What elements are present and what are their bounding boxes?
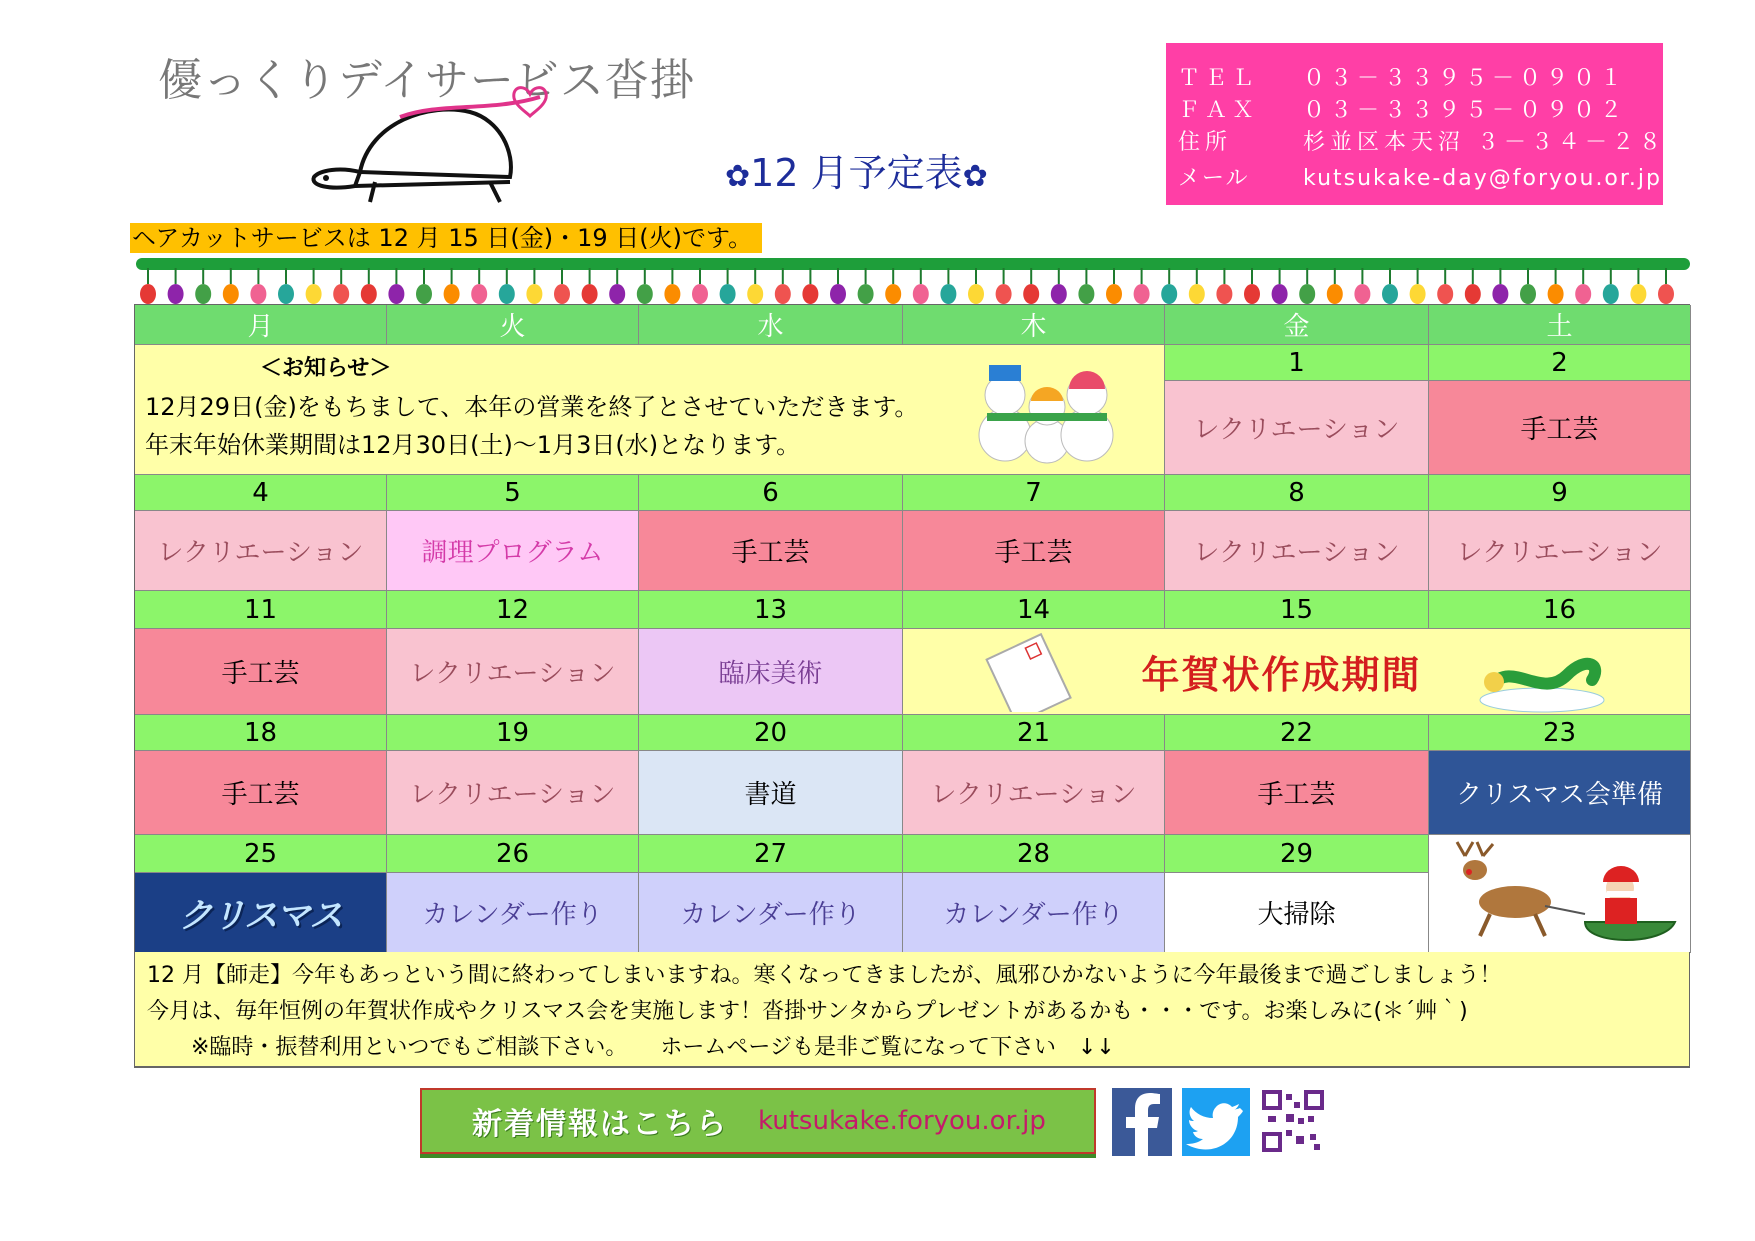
- footnote-line-3: ※臨時・振替利用といつでもご相談下さい。 ホームページも是非ご覧になって下さい ↓↓: [191, 1035, 1115, 1060]
- garland-bulb: [306, 284, 322, 304]
- garland-bulb: [140, 284, 156, 304]
- facebook-icon[interactable]: [1112, 1088, 1172, 1156]
- garland-bulb: [388, 284, 404, 304]
- facility-name: 優っくりデイサービス沓掛: [158, 55, 695, 106]
- garland-bulb: [637, 284, 653, 304]
- title-text: 12 月予定表: [750, 151, 963, 195]
- garland-bulb: [250, 284, 266, 304]
- christmas-logo-text: クリスマス: [178, 896, 343, 936]
- event-11: 手工芸: [135, 629, 387, 715]
- garland-bulb: [499, 284, 515, 304]
- day-19: 19: [387, 715, 639, 751]
- garland-bulb: [1410, 284, 1426, 304]
- nengajo-period-text: 年賀状作成期間: [1141, 653, 1422, 697]
- garland-bulb: [1520, 284, 1536, 304]
- santa-sleigh-cell: [1429, 835, 1691, 953]
- day-9: 9: [1429, 475, 1691, 511]
- garland-bulb: [996, 284, 1012, 304]
- event-4: レクリエーション: [135, 511, 387, 591]
- event-27: カレンダー作り: [639, 873, 903, 953]
- dragon-icon: [1472, 630, 1612, 714]
- turtle-logo-icon: [300, 82, 560, 212]
- footnote-line-2: 今月は、毎年恒例の年賀状作成やクリスマス会を実施します！沓掛サンタからプレゼントがあるかも・・・です。お楽しみに(＊´艸｀): [147, 999, 1468, 1024]
- nengajo-banner: [903, 629, 1691, 715]
- garland-bulb: [526, 284, 542, 304]
- garland-bulb: [1575, 284, 1591, 304]
- mail-address: kutsukake-day@foryou.or.jp: [1303, 166, 1662, 191]
- event-18: 手工芸: [135, 751, 387, 835]
- news-url: kutsukake.foryou.or.jp: [758, 1106, 1046, 1136]
- day-1: 1: [1165, 345, 1429, 381]
- day-14: 14: [903, 591, 1165, 629]
- fax-label: ＦＡＸ: [1178, 98, 1260, 123]
- garland-bulb: [361, 284, 377, 304]
- weekday-thu: 木: [903, 305, 1165, 345]
- event-5: 調理プログラム: [387, 511, 639, 591]
- day-12: 12: [387, 591, 639, 629]
- garland-bulb: [1189, 284, 1205, 304]
- address: 杉並区本天沼 ３－３４－２８: [1303, 130, 1666, 155]
- page-title: [725, 142, 988, 197]
- day-20: 20: [639, 715, 903, 751]
- day-18: 18: [135, 715, 387, 751]
- event-6: 手工芸: [639, 511, 903, 591]
- garland-bulb: [1630, 284, 1646, 304]
- day-7: 7: [903, 475, 1165, 511]
- garland-bulb: [471, 284, 487, 304]
- garland-bulb: [692, 284, 708, 304]
- weekday-mon: 月: [135, 305, 387, 345]
- garland-bulb: [775, 284, 791, 304]
- news-label: 新着情報はこちら: [472, 1107, 728, 1142]
- garland-bulb: [1078, 284, 1094, 304]
- postcards-icon: [981, 632, 1081, 712]
- weekday-tue: 火: [387, 305, 639, 345]
- address-label: 住所: [1178, 130, 1233, 155]
- notice-title: ＜お知らせ＞: [260, 356, 392, 381]
- day-27: 27: [639, 835, 903, 873]
- garland-bulb: [1023, 284, 1039, 304]
- garland-bulb: [1106, 284, 1122, 304]
- garland-bulb: [1492, 284, 1508, 304]
- day-23: 23: [1429, 715, 1691, 751]
- garland-bulb: [1658, 284, 1674, 304]
- flower-icon: ✿: [725, 159, 751, 194]
- fax-number: ０３－３３９５－０９０２: [1303, 98, 1628, 123]
- garland-bulb: [1465, 284, 1481, 304]
- garland-bulb: [1327, 284, 1343, 304]
- garland-bulb: [1161, 284, 1177, 304]
- mail-label: メール: [1178, 166, 1250, 191]
- day-28: 28: [903, 835, 1165, 873]
- day-4: 4: [135, 475, 387, 511]
- garland-bulb: [1382, 284, 1398, 304]
- garland-bulb: [554, 284, 570, 304]
- day-8: 8: [1165, 475, 1429, 511]
- garland-bulb: [1051, 284, 1067, 304]
- haircut-notice: ヘアカットサービスは 12 月 15 日(金)・19 日(火)です。: [130, 223, 762, 253]
- event-20: 書道: [639, 751, 903, 835]
- garland-bulb: [1216, 284, 1232, 304]
- footnote-line-1: 12 月【師走】今年もあっという間に終わってしまいますね。寒くなってきましたが、風邪ひかないように今年最後まで過ごしましょう！: [147, 963, 1502, 988]
- snowmen-icon: [975, 355, 1125, 470]
- garland-bulb: [416, 284, 432, 304]
- garland-bulb: [747, 284, 763, 304]
- event-8: レクリエーション: [1165, 511, 1429, 591]
- event-12: レクリエーション: [387, 629, 639, 715]
- garland-bulb: [858, 284, 874, 304]
- garland-bulb: [1134, 284, 1150, 304]
- garland-bulb: [168, 284, 184, 304]
- garland-bulb: [885, 284, 901, 304]
- day-22: 22: [1165, 715, 1429, 751]
- garland-bulb: [195, 284, 211, 304]
- garland-bulb: [1244, 284, 1260, 304]
- event-28: カレンダー作り: [903, 873, 1165, 953]
- day-2: 2: [1429, 345, 1691, 381]
- event-22: 手工芸: [1165, 751, 1429, 835]
- garland-bulb: [830, 284, 846, 304]
- day-5: 5: [387, 475, 639, 511]
- day-13: 13: [639, 591, 903, 629]
- contact-box: [1166, 43, 1666, 205]
- garland-bulb: [1603, 284, 1619, 304]
- garland-bulb: [1354, 284, 1370, 304]
- footnote-box: [134, 952, 1690, 1067]
- day-21: 21: [903, 715, 1165, 751]
- day-26: 26: [387, 835, 639, 873]
- event-9: レクリエーション: [1429, 511, 1691, 591]
- event-29: 大掃除: [1165, 873, 1429, 953]
- weekday-fri: 金: [1165, 305, 1429, 345]
- event-2: 手工芸: [1429, 381, 1691, 475]
- day-15: 15: [1165, 591, 1429, 629]
- garland-bulb: [444, 284, 460, 304]
- christmas-logo: [135, 873, 387, 953]
- notice-line-2: 年末年始休業期間は12月30日(土)～1月3日(水)となります。: [145, 431, 801, 459]
- qr-code-icon[interactable]: [1262, 1090, 1324, 1152]
- day-6: 6: [639, 475, 903, 511]
- garland-bulb: [609, 284, 625, 304]
- flower-icon: ✿: [962, 159, 988, 194]
- garland-bulb: [1548, 284, 1564, 304]
- garland-bulb: [1272, 284, 1288, 304]
- day-16: 16: [1429, 591, 1691, 629]
- event-21: レクリエーション: [903, 751, 1165, 835]
- event-19: レクリエーション: [387, 751, 639, 835]
- garland-bulb: [802, 284, 818, 304]
- notice-box: [135, 345, 1165, 475]
- event-23: クリスマス会準備: [1429, 751, 1691, 835]
- day-25: 25: [135, 835, 387, 873]
- garland-bulb: [582, 284, 598, 304]
- garland-bulb: [1437, 284, 1453, 304]
- garland-bulb: [968, 284, 984, 304]
- event-26: カレンダー作り: [387, 873, 639, 953]
- garland-bulb: [278, 284, 294, 304]
- event-7: 手工芸: [903, 511, 1165, 591]
- garland-bulb: [223, 284, 239, 304]
- garland-bulb: [940, 284, 956, 304]
- weekday-sat: 土: [1429, 305, 1691, 345]
- weekday-wed: 水: [639, 305, 903, 345]
- tel-label: ＴＥＬ: [1178, 66, 1260, 91]
- event-1: レクリエーション: [1165, 381, 1429, 475]
- day-11: 11: [135, 591, 387, 629]
- garland-bulb: [664, 284, 680, 304]
- news-link-button[interactable]: [420, 1088, 1096, 1154]
- event-13: 臨床美術: [639, 629, 903, 715]
- santa-sleigh-icon: [1435, 836, 1685, 952]
- garland-bulb: [913, 284, 929, 304]
- garland-bulb: [1299, 284, 1315, 304]
- garland-bulb: [333, 284, 349, 304]
- garland-bulb: [720, 284, 736, 304]
- notice-line-1: 12月29日(金)をもちまして、本年の営業を終了とさせていただきます。: [145, 393, 919, 421]
- twitter-icon[interactable]: [1182, 1088, 1250, 1156]
- tel-number: ０３－３３９５－０９０１: [1303, 66, 1628, 91]
- day-29: 29: [1165, 835, 1429, 873]
